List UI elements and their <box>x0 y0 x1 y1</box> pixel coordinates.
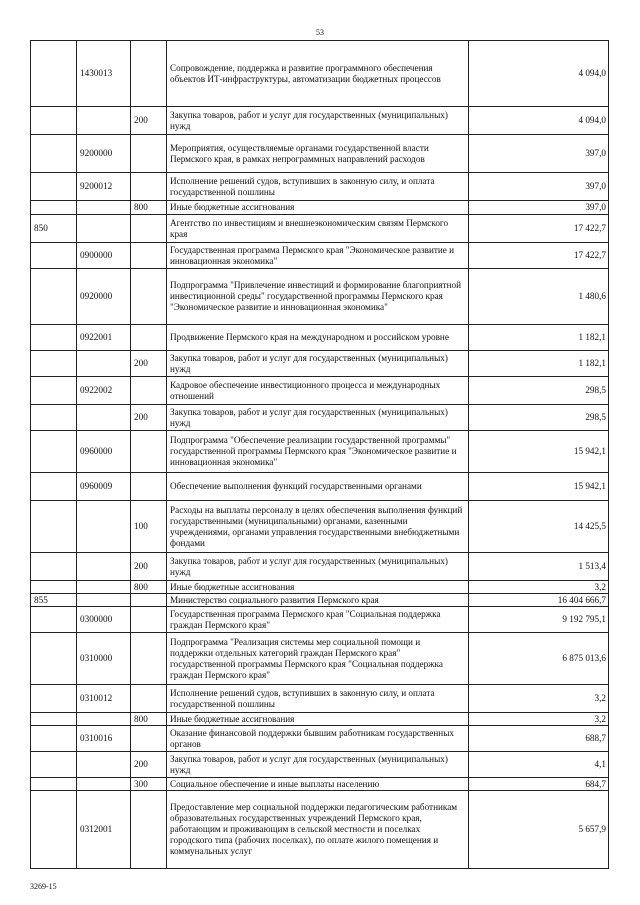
expense-type-cell <box>131 269 167 325</box>
amount-cell: 14 425,5 <box>469 501 609 553</box>
ministry-code-cell <box>31 752 77 778</box>
table-row <box>31 269 609 325</box>
amount-cell: 684,7 <box>469 778 609 791</box>
expense-type-cell <box>131 473 167 501</box>
ministry-code-cell <box>31 431 77 473</box>
table-row <box>31 791 609 869</box>
description-cell: Исполнение решений судов, вступивших в законную силу, и оплата государственной пошлины <box>167 173 469 201</box>
expense-type-cell <box>131 173 167 201</box>
article-code-cell <box>77 752 131 778</box>
table-row <box>31 377 609 405</box>
ministry-code-cell <box>31 791 77 869</box>
table-row <box>31 607 609 633</box>
description-cell: Сопровождение, поддержка и развитие программного обеспечения объектов ИТ-инфраструктуры, автоматизации бюджетных процессов <box>167 41 469 107</box>
expense-type-cell <box>131 431 167 473</box>
ministry-code-cell <box>31 607 77 633</box>
description-cell: Мероприятия, осуществляемые органами государственной власти Пермского края, в рамках непрограммных направлений расходов <box>167 135 469 173</box>
description-cell: Подпрограмма "Привлечение инвестиций и формирование благоприятной инвестиционной среды" государственной программы Пермского края "Экономическое развитие и инновационная экономика" <box>167 269 469 325</box>
article-code-cell: 0300000 <box>77 607 131 633</box>
description-cell: Закупка товаров, работ и услуг для государственных (муниципальных) нужд <box>167 405 469 431</box>
expense-type-cell: 800 <box>131 201 167 215</box>
article-code-cell: 0310012 <box>77 685 131 713</box>
amount-cell: 15 942,1 <box>469 431 609 473</box>
article-code-cell: 9200012 <box>77 173 131 201</box>
ministry-code-cell: 855 <box>31 594 77 607</box>
ministry-code-cell <box>31 633 77 685</box>
amount-cell: 397,0 <box>469 201 609 215</box>
amount-cell: 397,0 <box>469 135 609 173</box>
amount-cell: 1 182,1 <box>469 325 609 351</box>
table-row <box>31 215 609 243</box>
table-row <box>31 778 609 791</box>
expense-type-cell <box>131 325 167 351</box>
amount-cell: 298,5 <box>469 405 609 431</box>
article-code-cell: 0922001 <box>77 325 131 351</box>
article-code-cell <box>77 215 131 243</box>
description-cell: Оказание финансовой поддержки бывшим работникам государственных органов <box>167 726 469 752</box>
ministry-code-cell <box>31 377 77 405</box>
amount-cell: 1 480,6 <box>469 269 609 325</box>
article-code-cell: 0920000 <box>77 269 131 325</box>
description-cell: Расходы на выплаты персоналу в целях обеспечения выполнения функций государственными (муниципальными) органами, казенными учреждениями, органами управления государственными внебюджетными фондами <box>167 501 469 553</box>
expense-type-cell <box>131 594 167 607</box>
ministry-code-cell <box>31 778 77 791</box>
amount-cell: 15 942,1 <box>469 473 609 501</box>
expense-type-cell <box>131 243 167 269</box>
description-cell: Исполнение решений судов, вступивших в законную силу, и оплата государственной пошлины <box>167 685 469 713</box>
article-code-cell <box>77 594 131 607</box>
article-code-cell <box>77 107 131 135</box>
table-row <box>31 243 609 269</box>
table-row <box>31 405 609 431</box>
description-cell: Закупка товаров, работ и услуг для государственных (муниципальных) нужд <box>167 553 469 581</box>
description-cell: Предоставление мер социальной поддержки педагогическим работникам образовательных государственных учреждений Пермского края, работающим и проживающим в сельской местности и поселках городского типа (рабочих поселках), по оплате жилого помещения и коммунальных услуг <box>167 791 469 869</box>
article-code-cell <box>77 778 131 791</box>
ministry-code-cell <box>31 269 77 325</box>
table-row <box>31 173 609 201</box>
description-cell: Социальное обеспечение и иные выплаты населению <box>167 778 469 791</box>
amount-cell: 298,5 <box>469 377 609 405</box>
amount-cell: 17 422,7 <box>469 243 609 269</box>
table-row <box>31 594 609 607</box>
article-code-cell <box>77 405 131 431</box>
amount-cell: 1 513,4 <box>469 553 609 581</box>
ministry-code-cell: 850 <box>31 215 77 243</box>
ministry-code-cell <box>31 173 77 201</box>
description-cell: Подпрограмма "Обеспечение реализации государственной программы" государственной программы Пермского края "Экономическое развитие и инновационная экономика" <box>167 431 469 473</box>
amount-cell: 397,0 <box>469 173 609 201</box>
expense-type-cell: 800 <box>131 581 167 594</box>
table-row <box>31 201 609 215</box>
ministry-code-cell <box>31 685 77 713</box>
article-code-cell: 0922002 <box>77 377 131 405</box>
table-row <box>31 351 609 377</box>
table-row <box>31 685 609 713</box>
table-row <box>31 135 609 173</box>
ministry-code-cell <box>31 405 77 431</box>
budget-table <box>30 40 609 869</box>
expense-type-cell <box>131 377 167 405</box>
amount-cell: 17 422,7 <box>469 215 609 243</box>
article-code-cell <box>77 351 131 377</box>
article-code-cell <box>77 501 131 553</box>
expense-type-cell: 200 <box>131 351 167 377</box>
amount-cell: 4 094,0 <box>469 107 609 135</box>
article-code-cell: 0960009 <box>77 473 131 501</box>
amount-cell: 16 404 666,7 <box>469 594 609 607</box>
description-cell: Государственная программа Пермского края "Социальная поддержка граждан Пермского края" <box>167 607 469 633</box>
table-row <box>31 41 609 107</box>
table-row <box>31 325 609 351</box>
table-row <box>31 726 609 752</box>
article-code-cell: 0310016 <box>77 726 131 752</box>
expense-type-cell: 300 <box>131 778 167 791</box>
article-code-cell: 0312001 <box>77 791 131 869</box>
table-row <box>31 473 609 501</box>
ministry-code-cell <box>31 135 77 173</box>
expense-type-cell <box>131 135 167 173</box>
description-cell: Закупка товаров, работ и услуг для государственных (муниципальных) нужд <box>167 351 469 377</box>
amount-cell: 3,2 <box>469 581 609 594</box>
amount-cell: 1 182,1 <box>469 351 609 377</box>
ministry-code-cell <box>31 473 77 501</box>
article-code-cell: 0960000 <box>77 431 131 473</box>
table-row <box>31 633 609 685</box>
amount-cell: 4 094,0 <box>469 41 609 107</box>
ministry-code-cell <box>31 726 77 752</box>
ministry-code-cell <box>31 107 77 135</box>
description-cell: Иные бюджетные ассигнования <box>167 713 469 726</box>
table-row <box>31 107 609 135</box>
table-row <box>31 553 609 581</box>
amount-cell: 3,2 <box>469 713 609 726</box>
ministry-code-cell <box>31 553 77 581</box>
ministry-code-cell <box>31 325 77 351</box>
expense-type-cell: 100 <box>131 501 167 553</box>
amount-cell: 6 875 013,6 <box>469 633 609 685</box>
expense-type-cell: 200 <box>131 752 167 778</box>
ministry-code-cell <box>31 581 77 594</box>
description-cell: Обеспечение выполнения функций государственными органами <box>167 473 469 501</box>
table-row <box>31 501 609 553</box>
description-cell: Министерство социального развития Пермского края <box>167 594 469 607</box>
amount-cell: 3,2 <box>469 685 609 713</box>
expense-type-cell <box>131 791 167 869</box>
description-cell: Кадровое обеспечение инвестиционного процесса и международных отношений <box>167 377 469 405</box>
page-number: 53 <box>316 28 324 37</box>
expense-type-cell: 200 <box>131 553 167 581</box>
ministry-code-cell <box>31 501 77 553</box>
ministry-code-cell <box>31 713 77 726</box>
description-cell: Иные бюджетные ассигнования <box>167 581 469 594</box>
table-row <box>31 752 609 778</box>
footer-code: 3269-15 <box>30 882 57 891</box>
description-cell: Закупка товаров, работ и услуг для государственных (муниципальных) нужд <box>167 752 469 778</box>
amount-cell: 9 192 795,1 <box>469 607 609 633</box>
expense-type-cell <box>131 726 167 752</box>
expense-type-cell <box>131 685 167 713</box>
expense-type-cell: 200 <box>131 107 167 135</box>
description-cell: Агентство по инвестициям и внешнеэкономическим связям Пермского края <box>167 215 469 243</box>
description-cell: Закупка товаров, работ и услуг для государственных (муниципальных) нужд <box>167 107 469 135</box>
ministry-code-cell <box>31 201 77 215</box>
article-code-cell: 0310000 <box>77 633 131 685</box>
expense-type-cell <box>131 607 167 633</box>
expense-type-cell <box>131 215 167 243</box>
description-cell: Государственная программа Пермского края "Экономическое развитие и инновационная экономика" <box>167 243 469 269</box>
amount-cell: 688,7 <box>469 726 609 752</box>
expense-type-cell <box>131 41 167 107</box>
article-code-cell <box>77 713 131 726</box>
article-code-cell <box>77 553 131 581</box>
article-code-cell: 9200000 <box>77 135 131 173</box>
expense-type-cell <box>131 633 167 685</box>
description-cell: Подпрограмма "Реализация системы мер социальной помощи и поддержки отдельных категорий граждан Пермского края" государственной программы Пермского края "Социальная поддержка граждан Пермского края" <box>167 633 469 685</box>
ministry-code-cell <box>31 41 77 107</box>
expense-type-cell: 200 <box>131 405 167 431</box>
table-row <box>31 431 609 473</box>
ministry-code-cell <box>31 243 77 269</box>
expense-type-cell: 800 <box>131 713 167 726</box>
table-row <box>31 713 609 726</box>
amount-cell: 5 657,9 <box>469 791 609 869</box>
article-code-cell <box>77 201 131 215</box>
article-code-cell: 0900000 <box>77 243 131 269</box>
table-row <box>31 581 609 594</box>
description-cell: Иные бюджетные ассигнования <box>167 201 469 215</box>
article-code-cell: 1430013 <box>77 41 131 107</box>
amount-cell: 4,1 <box>469 752 609 778</box>
description-cell: Продвижение Пермского края на международном и российском уровне <box>167 325 469 351</box>
ministry-code-cell <box>31 351 77 377</box>
article-code-cell <box>77 581 131 594</box>
